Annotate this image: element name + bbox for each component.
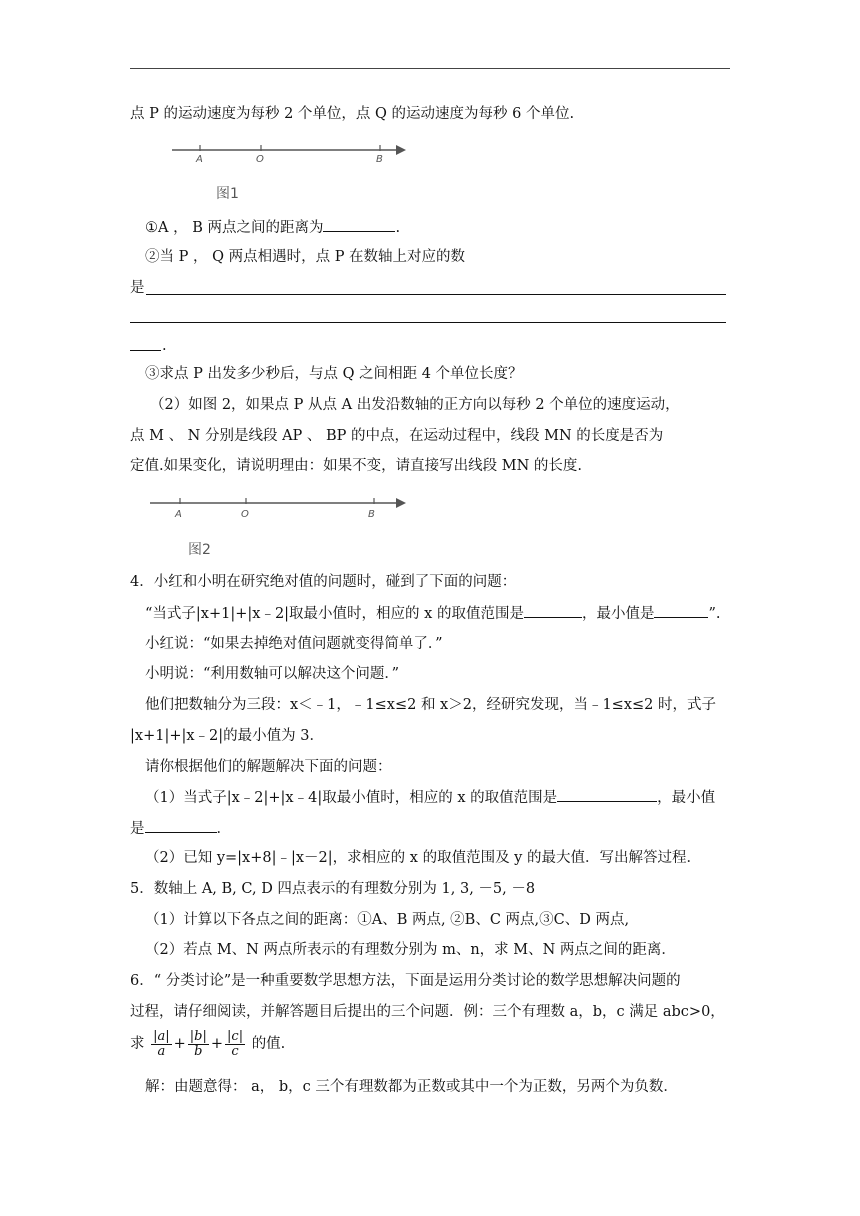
number-line-figure-1: [168, 136, 408, 206]
q6-line2: 过程，请仔细阅读，并解答题目后提出的三个问题．例：三个有理数 a，b，c 满足 abc>0，: [130, 1004, 725, 1020]
q5-part1: （1）计算以下各点之间的距离：①A、B 两点, ②B、C 两点,③C、D 两点,: [145, 912, 630, 928]
q6-line3: 求 $\frac{|a|}{a}$ + $\frac{|b|}{b}$ + $\frac{|c|}{c}$ 的值.: [130, 1028, 286, 1059]
answer-blank: [130, 322, 726, 323]
arrow-icon: [396, 145, 406, 155]
answer-blank: [323, 217, 395, 232]
q4-quote: “当式子|x+1|+|x﹣2|取最小值时，相应的 x 的取值范围是 ，最小值是 ”.: [145, 603, 720, 624]
answer-blank: [524, 603, 582, 618]
q5-title: 5．数轴上 A, B, C, D 四点表示的有理数分别为 1, 3, －5, －8: [130, 881, 536, 897]
fraction-abs-c: $\frac{|c|}{c}$: [227, 1028, 244, 1059]
q3-sub2-end: .: [162, 338, 167, 354]
q3-part2-line3: 定值.如果变化，请说明理由：如果不变，请直接写出线段 MN 的长度.: [130, 458, 582, 474]
number-line-figure-2: [146, 492, 408, 562]
fraction-abs-a: $\frac{|a|}{a}$: [153, 1028, 170, 1059]
figure-caption-1: 图1: [216, 186, 239, 202]
q4-desc-line2: |x+1|+|x﹣2|的最小值为 3．: [130, 728, 324, 744]
figure-caption-2: 图2: [188, 542, 211, 558]
circled-number-2: ②: [145, 249, 160, 265]
q6-line1: 6．“ 分类讨论”是一种重要数学思想方法，下面是运用分类讨论的数学思想解决问题的: [130, 973, 681, 989]
q3-sub2: ②当 P ， Q 两点相遇时，点 P 在数轴上对应的数: [145, 249, 466, 265]
q5-part2: （2）若点 M、N 两点所表示的有理数分别为 m、n，求 M、N 两点之间的距离．: [145, 942, 676, 958]
q4-desc-line1: 他们把数轴分为三段：x＜﹣1，﹣1≤x≤2 和 x＞2，经研究发现，当﹣1≤x≤2 时，式子: [145, 697, 716, 713]
q4-part1: （1）当式子|x﹣2|+|x﹣4|取最小值时，相应的 x 的取值范围是 ，最小值: [145, 787, 715, 808]
label-o: O: [241, 509, 249, 520]
answer-blank: [130, 350, 161, 351]
header-rule: [130, 68, 730, 69]
label-o: O: [256, 154, 264, 165]
q4-ask: 请你根据他们的解题解决下面的问题：: [145, 759, 392, 775]
label-a: A: [175, 509, 182, 520]
q3-part2-line2: 点 M 、 N 分别是线段 AP 、 BP 的中点，在运动过程中，线段 MN 的长度是否为: [130, 428, 664, 444]
q4-part1-cont: 是 ．: [130, 818, 231, 839]
q4-title: 4．小红和小明在研究绝对值的问题时，碰到了下面的问题：: [130, 574, 517, 590]
q3-part2-line1: （2）如图 2，如果点 P 从点 A 出发沿数轴的正方向以每秒 2 个单位的速度运动，: [150, 397, 680, 413]
q4-xiaohong: 小红说：“如果去掉绝对值问题就变得简单了．”: [145, 636, 443, 652]
arrow-icon: [396, 498, 406, 508]
answer-blank: [654, 603, 708, 618]
fraction-abs-b: $\frac{|b|}{b}$: [189, 1028, 207, 1059]
answer-blank: [557, 787, 657, 802]
q3-sub3: ③求点 P 出发多少秒后，与点 Q 之间相距 4 个单位长度？: [145, 366, 523, 382]
q3-sub2-cont: 是: [130, 280, 145, 296]
circled-number-1: ①: [145, 220, 158, 236]
q3-sub1: ①A ， B 两点之间的距离为 .: [145, 217, 400, 238]
answer-blank: [145, 818, 217, 833]
answer-blank: [146, 294, 726, 295]
label-a: A: [196, 154, 203, 165]
q6-solution: 解：由题意得： a， b，c 三个有理数都为正数或其中一个为正数，另两个为负数．: [145, 1079, 678, 1095]
q3-intro: 点 P 的运动速度为每秒 2 个单位，点 Q 的运动速度为每秒 6 个单位.: [130, 106, 575, 122]
label-b: B: [376, 154, 383, 165]
circled-number-3: ③: [145, 366, 160, 382]
q4-xiaoming: 小明说：“利用数轴可以解决这个问题．”: [145, 666, 400, 682]
q4-part2: （2）已知 y=|x+8|﹣|x－2|，求相应的 x 的取值范围及 y 的最大值．写出解答过程．: [145, 850, 701, 866]
label-b: B: [368, 509, 375, 520]
